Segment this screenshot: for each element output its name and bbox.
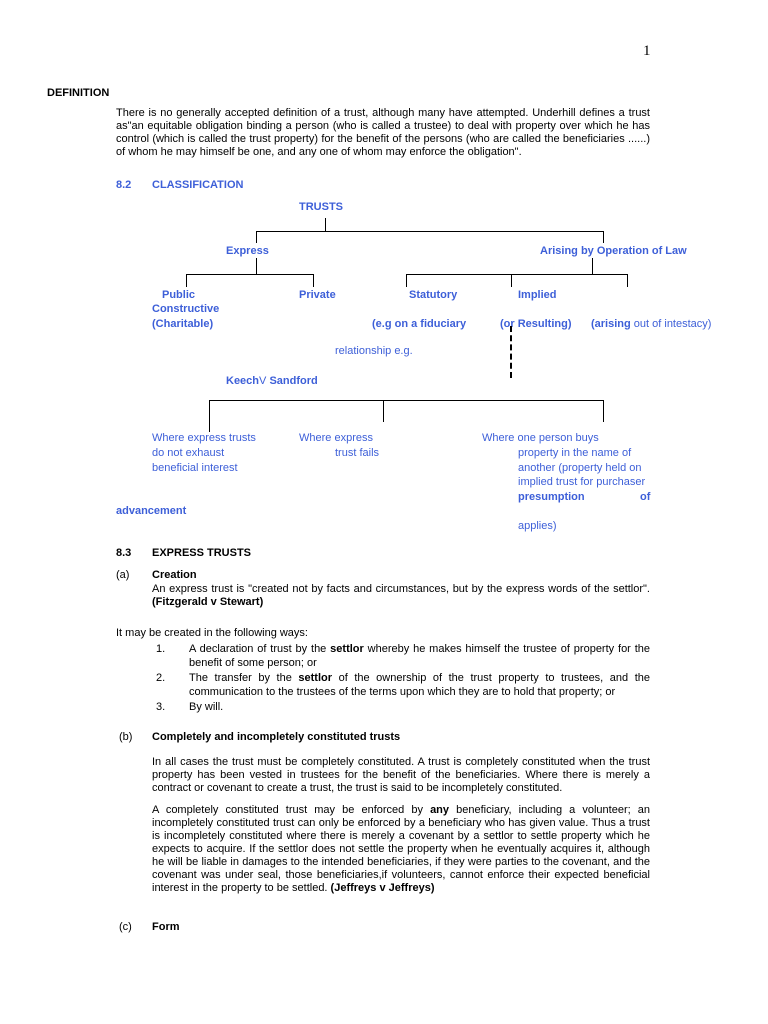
ways-item-3-number: 3. [156,701,166,713]
tree-line [209,400,604,401]
tree-line [406,274,628,275]
ways-item-1-bold: settlor [330,643,364,655]
ways-item-2-pre: The transfer by the [189,672,299,684]
tree-line [406,274,407,287]
tree-leaf-1-line-2: do not exhaust [152,447,225,459]
section-number-8-2: 8.2 [116,179,132,191]
ways-item-2 [189,671,650,699]
tree-implied: Implied [518,289,557,301]
tree-leaf-3-line-1: Where one person buys [482,432,599,444]
tree-statutory: Statutory [409,289,458,301]
tree-presumption: presumption [518,491,585,503]
ways-item-1 [189,642,650,670]
tree-arising-bold: (arising [591,318,631,330]
ways-item-3: By will. [189,701,224,713]
tree-private: Private [299,289,336,301]
tree-line [186,274,187,287]
definition-heading: DEFINITION [47,87,110,99]
tree-line [313,274,314,287]
constituted-p2-post: beneficiary, including a volunteer; an incompletely constituted trust can only be enforced by a beneficiary who has given value. Thus a trust is incompletely constituted where there is merely a covenant by a settlor to settle property which he expects to acquire. If the settlor does not settle the property when he eventually acquires it, although he will be liable in damages to the intended beneficiaries, if they were parties to the covenant, and the covenant was under seal, those beneficiaries,if volunteers, cannot enforce their expected beneficial interest in the property to be settled. [152,804,650,894]
tree-line [256,258,257,275]
tree-fiduciary: (e.g on a fiduciary [372,318,467,330]
tree-line [592,258,593,275]
tree-line [325,218,326,232]
creation-label: (a) [116,569,130,581]
ways-item-1-post: whereby he makes himself the trustee of property for the benefit of some person; or [189,643,650,669]
tree-keech-sandford: Sandford [269,375,318,387]
tree-leaf-2-line-1: Where express [299,432,373,444]
tree-advancement: advancement [116,505,187,517]
tree-line [511,274,512,287]
tree-line [383,400,384,422]
ways-item-2-post: of the ownership of the trust property to trustees, and the communication to the trustees of the terms upon which they are to hold that property; or [189,672,651,698]
tree-leaf-3-line-3: another (property held on [518,462,642,474]
tree-leaf-2-line-2: trust fails [335,447,380,459]
tree-keech-v: V [259,375,267,387]
form-label: (c) [119,921,132,933]
classification-heading: CLASSIFICATION [152,179,244,191]
tree-keech [226,374,318,388]
constituted-heading: Completely and incompletely constituted trusts [152,731,401,743]
ways-item-1-pre: A declaration of trust by the [189,643,331,655]
ways-item-2-bold: settlor [298,672,333,684]
ways-item-2-number: 2. [156,672,166,684]
tree-of: of [640,491,651,503]
tree-public: Public [162,289,196,301]
express-trusts-heading: EXPRESS TRUSTS [152,547,252,559]
creation-quote: An express trust is "created not by facts and circumstances, but by the express words of the settlor". [152,583,650,595]
tree-arising-rest: out of intestacy) [633,318,712,330]
tree-leaf-3-line-2: property in the name of [518,447,632,459]
tree-charitable: (Charitable) [152,318,214,330]
tree-root: TRUSTS [299,201,343,213]
definition-text: There is no generally accepted definition of a trust, although many have attempted. Underhill defines a trust as"an equitable obligation binding a person (who is called a trustee) to deal with property over which he has control (which is called the trust property) for the benefit of the persons (who are called the beneficiaries ......) of whom he may himself be one, and any one of whom may enforce the obligation". [116,107,650,158]
tree-line [256,231,604,232]
section-number-8-3: 8.3 [116,547,132,559]
tree-leaf-3-line-4: implied trust for purchaser [518,476,646,488]
constituted-p2-pre: A completely constituted trust may be enforced by [152,804,431,816]
tree-line [186,274,314,275]
tree-dashed-line [510,326,512,378]
constituted-paragraph-2 [152,804,650,895]
creation-text [152,583,650,609]
tree-applies: applies) [518,520,557,532]
tree-keech-name: Keech [226,375,260,387]
creation-case: (Fitzgerald v Stewart) [152,596,264,608]
constituted-label: (b) [119,731,133,743]
tree-constructive: Constructive [152,303,220,315]
tree-express: Express [226,245,269,257]
constituted-p2-case: (Jeffreys v Jeffreys) [330,882,435,894]
tree-leaf-1-line-3: beneficial interest [152,462,238,474]
tree-leaf-1-line-1: Where express trusts [152,432,256,444]
ways-intro: It may be created in the following ways: [116,627,308,639]
tree-relationship: relationship e.g. [335,345,413,357]
page-number: 1 [643,43,651,59]
tree-line [209,400,210,432]
form-heading: Form [152,921,180,933]
tree-line [256,231,257,243]
ways-item-1-number: 1. [156,643,166,655]
tree-resulting: (or Resulting) [500,318,572,330]
tree-arising [591,317,711,331]
tree-operation-of-law: Arising by Operation of Law [540,245,687,257]
tree-line [627,274,628,287]
tree-line [603,231,604,243]
constituted-paragraph-1: In all cases the trust must be completely constituted. A trust is completely constituted when the trust property has been vested in trustees for the benefit of the beneficiaries. Where there is merely a contract or covenant to create a trust, the trust is said to be incompletely constituted. [152,756,650,794]
tree-line [603,400,604,422]
creation-heading: Creation [152,569,197,581]
constituted-p2-bold: any [430,804,450,816]
